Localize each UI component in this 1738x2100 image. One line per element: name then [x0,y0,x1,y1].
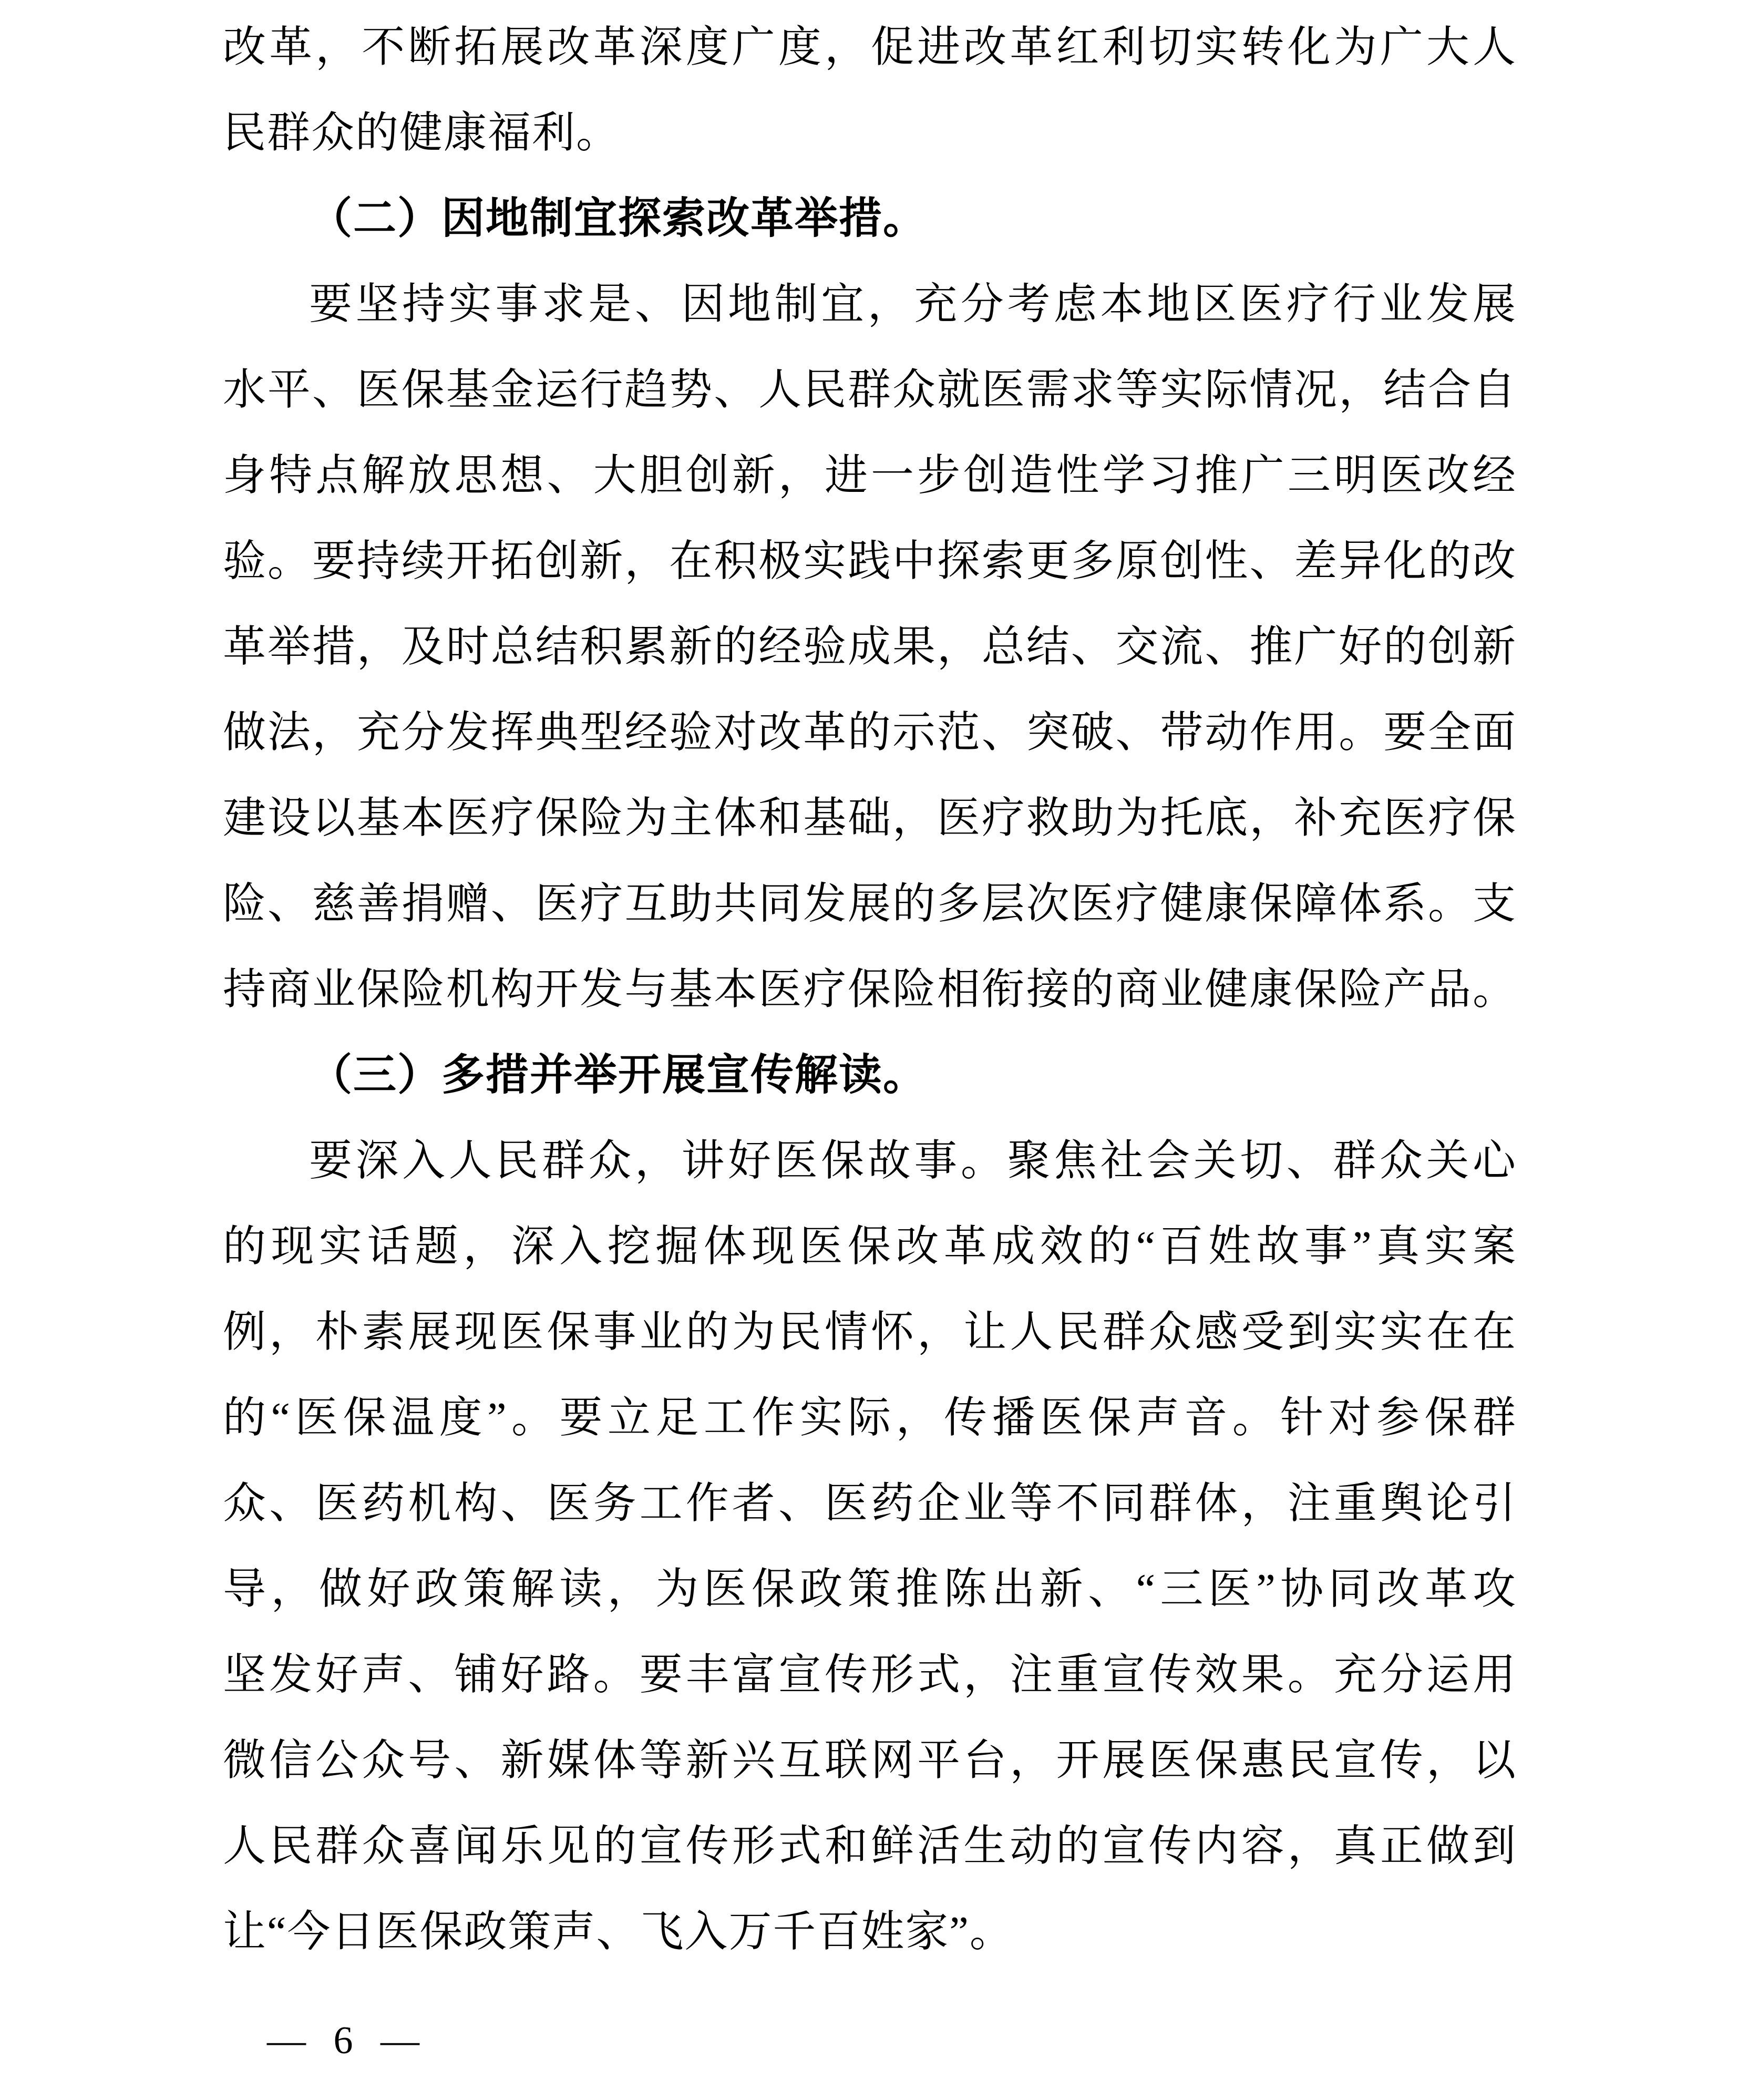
text-line: 例，朴素展现医保事业的为民情怀，让人民群众感受到实实在在 [223,1308,1517,1356]
section-heading: （三）多措并举开展宣传解读。 [309,1051,928,1099]
text-line: 要坚持实事求是、因地制宜，充分考虑本地区医疗行业发展 [309,280,1517,328]
text-line: 改革，不断拓展改革深度广度，促进改革红利切实转化为广大人 [223,23,1517,71]
document-body [223,4,1517,1974]
text-line: 的“医保温度”。要立足工作实际，传播医保声音。针对参保群 [223,1394,1517,1442]
text-line: 人民群众喜闻乐见的宣传形式和鲜活生动的宣传内容，真正做到 [223,1822,1517,1870]
text-line: 革举措，及时总结积累新的经验成果，总结、交流、推广好的创新 [223,623,1517,671]
text-line: 的现实话题，深入挖掘体现医保改革成效的“百姓故事”真实案 [223,1222,1517,1270]
text-line: 要深入人民群众，讲好医保故事。聚焦社会关切、群众关心 [309,1137,1517,1185]
text-line: 众、医药机构、医务工作者、医药企业等不同群体，注重舆论引 [223,1479,1517,1527]
text-line: 水平、医保基金运行趋势、人民群众就医需求等实际情况，结合自 [223,366,1517,414]
text-line: 导，做好政策解读，为医保政策推陈出新、“三医”协同改革攻 [223,1565,1517,1613]
text-line: 持商业保险机构开发与基本医疗保险相衔接的商业健康保险产品。 [223,965,1517,1013]
text-line: 身特点解放思想、大胆创新，进一步创造性学习推广三明医改经 [223,451,1517,499]
text-line: 让“今日医保政策声、飞入万千百姓家”。 [223,1908,1014,1955]
text-line: 险、慈善捐赠、医疗互助共同发展的多层次医疗健康保障体系。支 [223,880,1517,928]
section-heading: （二）因地制宜探索改革举措。 [309,194,928,242]
page-number: — 6 — [267,2019,420,2062]
text-line: 建设以基本医疗保险为主体和基础，医疗救助为托底，补充医疗保 [223,794,1517,842]
text-line: 验。要持续开拓创新，在积极实践中探索更多原创性、差异化的改 [223,537,1517,585]
text-line: 微信公众号、新媒体等新兴互联网平台，开展医保惠民宣传，以 [223,1736,1517,1784]
text-line: 坚发好声、铺好路。要丰富宣传形式，注重宣传效果。充分运用 [223,1651,1517,1698]
text-line: 民群众的健康福利。 [223,109,621,157]
text-line: 做法，充分发挥典型经验对改革的示范、突破、带动作用。要全面 [223,708,1517,756]
